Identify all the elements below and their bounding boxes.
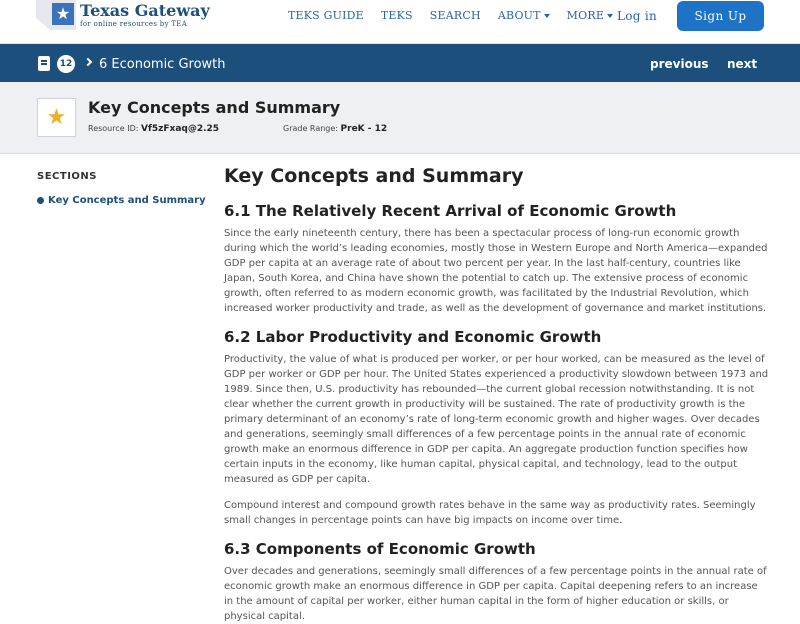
top-navigation (0, 0, 800, 44)
section-heading: 6.1 The Relatively Recent Arrival of Economic Growth (224, 202, 677, 220)
resource-title: Key Concepts and Summary (88, 98, 341, 117)
nav-more-label: MORE (566, 9, 605, 22)
resource-header (0, 82, 800, 154)
sidebar-item-key-concepts[interactable] (37, 195, 206, 206)
resource-id-value: Vf5zFxaq@2.25 (141, 124, 220, 134)
resource-id-label: Resource ID: (88, 124, 139, 133)
page-title: Key Concepts and Summary (224, 165, 524, 187)
paragraph: Over decades and generations, seemingly small differences of a few percentage points in the annual rate of economic growth make an enormous difference in GDP per capita. Capital deepening refers to an increase in the amount of capital per worker, either human capital in the form of higher education or skills, or physical capital. (224, 566, 767, 622)
resource-id (88, 124, 219, 134)
paragraph: Productivity, the value of what is produced per worker, or per hour worked, can be measured as the level of GDP per worker or GDP per hour. The United States experienced a productivity slowdown between 1973 and 1989. Since then, U.S. productivity has rebounded—the current global recession notwithstanding. It is not clear whether the current growth in productivity will be sustained. The rate of productivity growth is the primary determinant of an economy’s rate of long-term economic growth and higher wages. Over decades and generations, seemingly small differences of a few percentage points in the annual rate of economic growth make an enormous difference in GDP per capita. An aggregate production function specifies how certain inputs in the economy, like human capital, physical capital, and technology, lead to the output measured as GDP per capita. (224, 354, 769, 485)
book-icon[interactable] (38, 56, 50, 71)
grade-range (283, 124, 387, 134)
signup-button[interactable]: Sign Up (677, 1, 764, 31)
chevron-down-icon (607, 14, 613, 18)
section-heading: 6.2 Labor Productivity and Economic Growth (224, 328, 602, 346)
main-nav (288, 9, 630, 22)
nav-search[interactable]: SEARCH (429, 9, 481, 22)
login-link[interactable]: Log in (617, 9, 658, 23)
sections-heading: SECTIONS (37, 171, 97, 182)
main-content (224, 162, 769, 624)
star-icon: ★ (52, 3, 74, 25)
logo-title: Texas Gateway (80, 1, 210, 20)
chapter-bar (0, 44, 800, 82)
nav-about[interactable] (498, 9, 550, 22)
favorite-star-icon[interactable]: ★ (37, 98, 76, 137)
nav-teks[interactable]: TEKS (380, 9, 413, 22)
bullet-icon (37, 197, 44, 204)
sidebar-item-label: Key Concepts and Summary (48, 195, 206, 206)
grade-range-label: Grade Range: (283, 124, 338, 133)
paragraph: Since the early nineteenth century, there has been a spectacular process of long-run economic growth during which the world’s leading economies, mostly those in Western Europe and North America—expanded GDP per capita at an average rate of about two percent per year. In the last half-century, countries like Japan, South Korea, and China have shown the potential to catch up. The extensive process of economic growth, often referred to as modern economic growth, was facilitated by the Industrial Revolution, which increased worker productivity and trade, as well as the development of governance and market institutions. (224, 228, 768, 314)
nav-more[interactable] (567, 9, 613, 22)
paragraph: Compound interest and compound growth rates behave in the same way as productivity rates. Seemingly small changes in percentage points can have big impacts on income over time. (224, 500, 756, 526)
next-link[interactable]: next (727, 57, 758, 71)
previous-link[interactable]: previous (650, 57, 709, 71)
chevron-right-icon (84, 58, 92, 66)
nav-teks-guide[interactable]: TEKS GUIDE (288, 9, 364, 22)
logo-mark (36, 0, 76, 30)
chapter-title[interactable]: 6 Economic Growth (99, 57, 226, 72)
nav-about-label: ABOUT (497, 9, 541, 22)
section-heading: 6.3 Components of Economic Growth (224, 540, 536, 558)
texas-gateway-logo[interactable] (36, 0, 210, 30)
logo-subtitle: for online resources by TEA (80, 20, 188, 28)
grade-range-value: PreK - 12 (340, 124, 388, 134)
chevron-down-icon (544, 14, 550, 18)
chapter-count-badge[interactable]: 12 (57, 55, 75, 73)
